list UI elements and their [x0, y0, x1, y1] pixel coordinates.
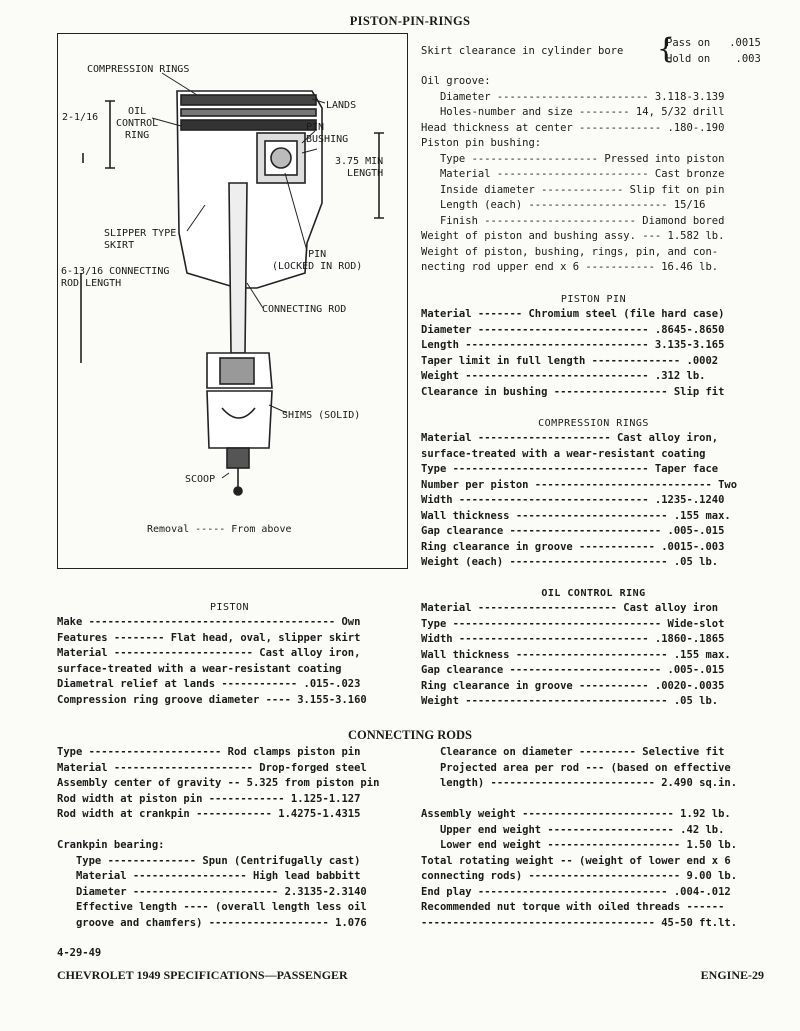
- spec-line: Finish ------------------------ Diamond bored: [421, 214, 725, 227]
- label-connecting-rod: CONNECTING ROD: [262, 304, 347, 315]
- spec-line: Wall thickness ------------------------ .155 max.: [421, 648, 731, 661]
- spec-line: Type --------------------------------- Wide-slot: [421, 617, 725, 630]
- spec-line: Type -------------------- Pressed into piston: [421, 152, 725, 165]
- label-lands: LANDS: [326, 100, 357, 111]
- footer-right: ENGINE-29: [700, 968, 764, 982]
- spec-line: Ring clearance in groove ----------- .0020-.0035: [421, 679, 725, 692]
- label-dim-2-1-16: 2-1/16: [62, 112, 99, 123]
- spec-line: Diametral relief at lands ------------ .015-.023: [57, 678, 361, 690]
- spec-line: Number per piston ---------------------------- Two: [421, 478, 738, 491]
- spec-line: Crankpin bearing:: [57, 839, 165, 851]
- spec-line: Material ---------------------- Cast alloy iron,: [57, 647, 361, 659]
- spec-line: Width ------------------------------ .1235-.1240: [421, 494, 725, 506]
- spec-line: groove and chamfers) ------------------- 1.076: [57, 916, 367, 929]
- label-oil-control-ring: OIL CONTROL RING: [116, 106, 159, 141]
- skirt-clearance-label: Skirt clearance in cylinder bore: [421, 45, 624, 57]
- spec-line: Assembly center of gravity -- 5.325 from piston pin: [57, 777, 380, 789]
- piston-title: PISTON: [209, 602, 250, 613]
- connecting-rods-right-specs: [421, 745, 766, 931]
- footer-left: CHEVROLET 1949 SPECIFICATIONS—PASSENGER: [57, 968, 348, 982]
- spec-line: Material ------- Chromium steel (file hard case): [421, 308, 725, 320]
- spec-line: Recommended nut torque with oiled threads ------: [421, 901, 725, 913]
- brace-glyph: {: [657, 32, 675, 65]
- label-scoop: SCOOP: [185, 474, 216, 485]
- oil-groove-bushing-specs: [421, 74, 766, 276]
- spec-line: Gap clearance ------------------------ .005-.015: [421, 525, 725, 537]
- spec-line: Wall thickness ------------------------ .155 max.: [421, 509, 731, 522]
- spec-line: Length ----------------------------- 3.135-3.165: [421, 339, 725, 351]
- spec-line: Type --------------------- Rod clamps piston pin: [57, 746, 361, 758]
- spec-line: Weight of piston and bushing assy. --- 1.582 lb.: [421, 230, 725, 242]
- label-compression-rings: COMPRESSION RINGS: [87, 64, 190, 75]
- piston-pin-title: PISTON PIN: [560, 294, 627, 305]
- spec-line: Projected area per rod --- (based on effective: [421, 761, 731, 774]
- spec-line: Material ------------------ High lead babbitt: [57, 870, 361, 882]
- spec-line: Lower end weight --------------------- 1.50 lb.: [421, 839, 738, 851]
- label-shims: SHIMS (SOLID): [282, 410, 361, 421]
- piston-diagram: [57, 33, 408, 569]
- spec-line: Width ------------------------------ .1860-.1865: [421, 633, 725, 645]
- label-slipper-skirt: SLIPPER TYPE SKIRT: [104, 228, 177, 251]
- spec-line: Rod width at piston pin ------------ 1.125-1.127: [57, 792, 361, 805]
- piston-specs: [57, 615, 402, 708]
- spec-line: Material ---------------------- Cast alloy iron: [421, 602, 719, 614]
- spec-line: Type -------------- Spun (Centrifugally cast): [57, 854, 361, 867]
- oil-control-ring-title: OIL CONTROL RING: [541, 588, 646, 599]
- footer-date: 4-29-49: [57, 947, 102, 959]
- connecting-rods-title: CONNECTING RODS: [348, 728, 472, 742]
- spec-line: Weight -------------------------------- .05 lb.: [421, 695, 719, 707]
- spec-line: [421, 792, 766, 808]
- spec-line: Ring clearance in groove ------------ .0015-.003: [421, 540, 725, 553]
- spec-line: Diameter ----------------------- 2.3135-2.3140: [57, 885, 367, 898]
- spec-line: Weight (each) ------------------------- .05 lb.: [421, 556, 719, 568]
- spec-line: Material ---------------------- Drop-forged steel: [57, 761, 367, 774]
- label-pin-bushing: PIN BUSHING: [306, 122, 349, 145]
- spec-line: ------------------------------------- 45-50 ft.lt.: [421, 916, 738, 929]
- spec-line: length) -------------------------- 2.490 sq.in.: [421, 777, 738, 789]
- label-pin-locked: PIN (LOCKED IN ROD): [272, 249, 363, 272]
- spec-line: Make --------------------------------------- Own: [57, 616, 361, 628]
- spec-line: Material --------------------- Cast alloy iron,: [421, 432, 719, 444]
- spec-line: necting rod upper end x 6 ----------- 16.46 lb.: [421, 261, 719, 273]
- spec-line: Upper end weight -------------------- .42 lb.: [421, 823, 725, 836]
- spec-line: Clearance in bushing ------------------ Slip fit: [421, 385, 725, 398]
- compression-rings-specs: [421, 431, 766, 571]
- spec-line: Piston pin bushing:: [421, 137, 542, 149]
- spec-line: Rod width at crankpin ------------ 1.4275-1.4315: [57, 808, 361, 820]
- spec-line: Oil groove:: [421, 75, 491, 87]
- spec-line: Type ------------------------------- Taper face: [421, 463, 719, 475]
- spec-line: Weight ----------------------------- .312 lb.: [421, 370, 706, 382]
- piston-pin-specs: [421, 307, 766, 400]
- spec-line: connecting rods) ------------------------ 9.00 lb.: [421, 870, 738, 882]
- label-rod-length: 6-13/16 CONNECTING ROD LENGTH: [61, 266, 170, 289]
- spec-line: Clearance on diameter --------- Selective fit: [421, 746, 725, 758]
- spec-line: surface-treated with a wear-resistant coating: [421, 447, 706, 460]
- skirt-clearance-hold: Hold on .003: [666, 53, 761, 65]
- compression-rings-title: COMPRESSION RINGS: [538, 418, 649, 429]
- connecting-rods-left-specs: [57, 745, 407, 931]
- skirt-clearance-pass: Pass on .0015: [666, 37, 761, 49]
- label-removal: Removal ----- From above: [147, 524, 292, 535]
- spec-line: Features -------- Flat head, oval, slipper skirt: [57, 631, 361, 644]
- spec-line: Gap clearance ------------------------ .005-.015: [421, 664, 725, 676]
- spec-line: Head thickness at center ------------- .180-.190: [421, 121, 725, 134]
- spec-line: Holes-number and size -------- 14, 5/32 drill: [421, 106, 725, 118]
- spec-line: Material ------------------------ Cast bronze: [421, 168, 725, 180]
- spec-line: Compression ring groove diameter ---- 3.155-3.160: [57, 693, 367, 706]
- spec-line: Assembly weight ------------------------ 1.92 lb.: [421, 808, 731, 820]
- spec-line: Total rotating weight -- (weight of lower end x 6: [421, 854, 731, 867]
- spec-line: Taper limit in full length -------------- .0002: [421, 354, 719, 367]
- spec-line: Inside diameter ------------- Slip fit on pin: [421, 183, 725, 196]
- oil-control-ring-specs: [421, 601, 766, 710]
- label-dim-3-75: 3.75 MIN LENGTH: [335, 156, 384, 179]
- spec-line: [57, 823, 407, 839]
- spec-line: Length (each) ---------------------- 15/16: [421, 199, 706, 211]
- spec-line: surface-treated with a wear-resistant coating: [57, 662, 342, 675]
- page-title: PISTON-PIN-RINGS: [349, 14, 471, 28]
- spec-line: Effective length ---- (overall length less oil: [57, 901, 367, 913]
- spec-line: Diameter --------------------------- .8645-.8650: [421, 323, 725, 336]
- spec-line: Weight of piston, bushing, rings, pin, and con-: [421, 245, 719, 258]
- spec-line: End play ------------------------------ .004-.012: [421, 885, 731, 898]
- spec-line: Diameter ------------------------ 3.118-3.139: [421, 90, 725, 103]
